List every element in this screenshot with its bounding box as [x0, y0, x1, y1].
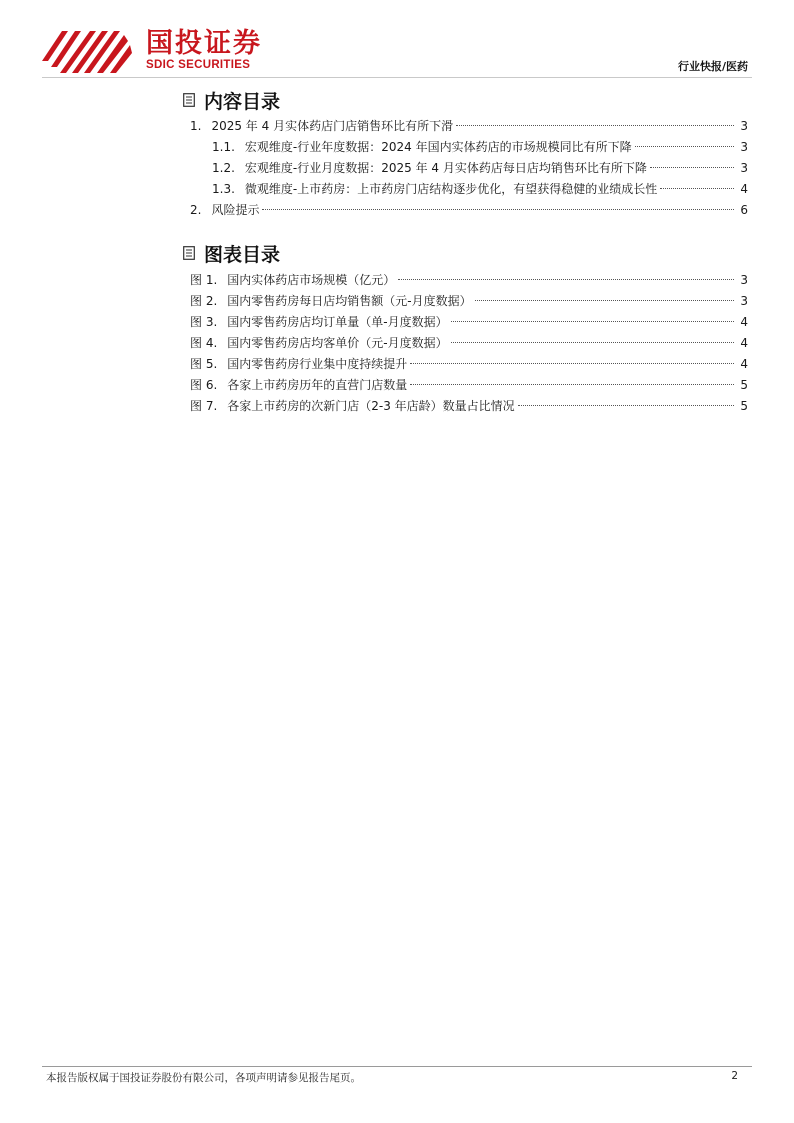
document-icon — [183, 246, 195, 260]
figure-entry-title: 各家上市药房的次新门店（2-3 年店龄）数量占比情况 — [227, 399, 515, 413]
figure-entry[interactable] — [190, 354, 748, 374]
figure-entry[interactable] — [190, 375, 748, 395]
toc-entry[interactable] — [190, 200, 748, 220]
dot-leader — [262, 209, 734, 210]
figure-entry-page: 4 — [740, 336, 748, 350]
dot-leader — [398, 279, 734, 280]
figure-entry-page: 5 — [740, 399, 748, 413]
figure-entry-page: 3 — [740, 294, 748, 308]
sdic-stripes-logo-icon — [42, 27, 132, 73]
toc-entry-page: 6 — [740, 203, 748, 217]
logo-english-name: SDIC SECURITIES — [146, 59, 251, 71]
figure-entry[interactable] — [190, 333, 748, 353]
dot-leader — [410, 384, 734, 385]
figure-entry-page: 5 — [740, 378, 748, 392]
figure-entry-title: 国内零售药房店均订单量（单-月度数据） — [227, 315, 448, 329]
toc-entry-number: 1.3. — [212, 182, 235, 196]
toc-entry[interactable] — [212, 179, 748, 199]
dot-leader — [660, 188, 734, 189]
figure-entry[interactable] — [190, 270, 748, 290]
toc-entry-title: 风险提示 — [211, 203, 260, 217]
dot-leader — [518, 405, 734, 406]
figure-entry-number: 图 1. — [190, 273, 218, 287]
figure-entry-number: 图 5. — [190, 357, 218, 371]
logo-chinese-name: 国投证券 — [146, 28, 262, 59]
report-type-label: 行业快报/医药 — [677, 60, 748, 73]
figure-entry-title: 国内实体药店市场规模（亿元） — [227, 273, 396, 287]
figure-entry[interactable] — [190, 291, 748, 311]
toc-entry-number: 1.1. — [212, 140, 235, 154]
figure-entry-title: 各家上市药房历年的直营门店数量 — [227, 378, 408, 392]
footer-disclaimer: 本报告版权属于国投证券股份有限公司，各项声明请参见报告尾页。 — [46, 1072, 361, 1084]
toc-entry-page: 3 — [740, 119, 748, 133]
dot-leader — [650, 167, 734, 168]
figure-entry[interactable] — [190, 396, 748, 416]
toc-entry[interactable] — [212, 137, 748, 157]
figure-entry-number: 图 3. — [190, 315, 218, 329]
page-number: 2 — [731, 1070, 738, 1082]
figure-entry-title: 国内零售药房店均客单价（元-月度数据） — [227, 336, 448, 350]
contents-title: 内容目录 — [204, 90, 281, 113]
toc-entry-number: 2. — [190, 203, 202, 217]
toc-entry-page: 3 — [740, 161, 748, 175]
figure-entry-page: 4 — [740, 315, 748, 329]
figure-entry-number: 图 4. — [190, 336, 218, 350]
figure-entry-number: 图 2. — [190, 294, 218, 308]
dot-leader — [475, 300, 734, 301]
toc-entry-title: 微观维度-上市药房：上市药房门店结构逐步优化，有望获得稳健的业绩成长性 — [244, 182, 658, 196]
dot-leader — [456, 125, 734, 126]
figure-entry-title: 国内零售药房行业集中度持续提升 — [227, 357, 408, 371]
figure-entry-page: 3 — [740, 273, 748, 287]
dot-leader — [451, 342, 734, 343]
toc-entry-title: 宏观维度-行业年度数据：2024 年国内实体药店的市场规模同比有所下降 — [244, 140, 632, 154]
toc-entry-number: 1.2. — [212, 161, 235, 175]
toc-entry-page: 3 — [740, 140, 748, 154]
figure-entry-number: 图 7. — [190, 399, 218, 413]
figures-heading — [183, 241, 280, 265]
toc-entry-number: 1. — [190, 119, 202, 133]
dot-leader — [635, 146, 734, 147]
toc-entry[interactable] — [212, 158, 748, 178]
toc-entry-title: 2025 年 4 月实体药店门店销售环比有所下滑 — [211, 119, 454, 133]
dot-leader — [410, 363, 734, 364]
figures-title: 图表目录 — [204, 243, 281, 266]
toc-entry-page: 4 — [740, 182, 748, 196]
header-divider — [42, 77, 752, 78]
company-logo — [42, 27, 282, 73]
contents-heading — [183, 88, 280, 112]
figure-entry[interactable] — [190, 312, 748, 332]
footer-divider — [42, 1066, 752, 1067]
figure-entry-page: 4 — [740, 357, 748, 371]
dot-leader — [451, 321, 734, 322]
toc-entry-title: 宏观维度-行业月度数据：2025 年 4 月实体药店每日店均销售环比有所下降 — [244, 161, 647, 175]
toc-entry[interactable] — [190, 116, 748, 136]
document-icon — [183, 93, 195, 107]
figure-entry-number: 图 6. — [190, 378, 218, 392]
figure-entry-title: 国内零售药房每日店均销售额（元-月度数据） — [227, 294, 472, 308]
